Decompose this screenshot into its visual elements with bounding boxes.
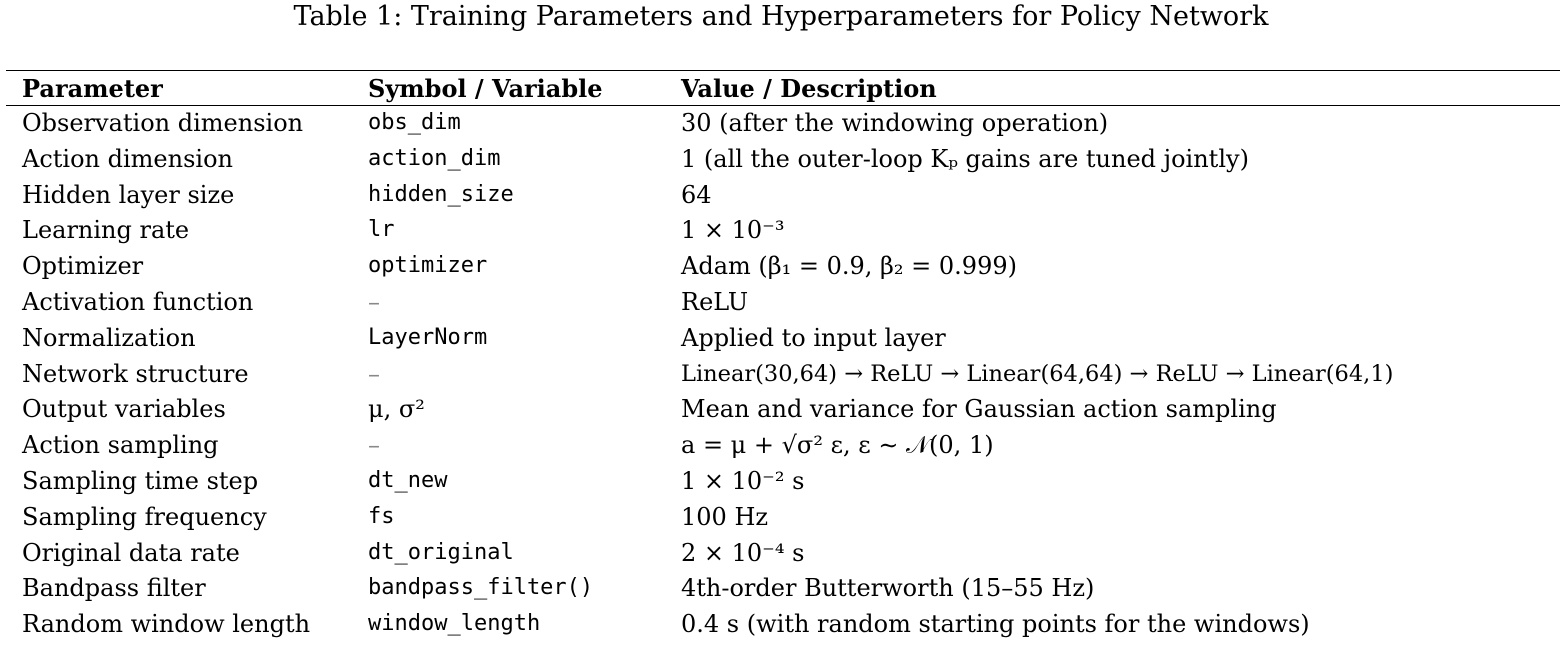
row-parameter: Network structure <box>22 359 249 388</box>
row-value: Adam (β₁ = 0.9, β₂ = 0.999) <box>681 252 1017 281</box>
row-value: 4th-order Butterworth (15–55 Hz) <box>681 574 1095 603</box>
row-parameter: Output variables <box>22 395 226 424</box>
table-row <box>6 428 1560 464</box>
header-value: Value / Description <box>681 74 937 103</box>
row-parameter: Sampling frequency <box>22 502 267 531</box>
row-value: 1 × 10⁻³ <box>681 216 785 245</box>
row-symbol: – <box>368 431 380 460</box>
row-value: 64 <box>681 180 712 209</box>
row-parameter: Action dimension <box>22 144 233 173</box>
row-symbol: LayerNorm <box>368 324 488 350</box>
row-value: 1 (all the outer-loop Kₚ gains are tuned jointly) <box>681 144 1249 173</box>
row-value: ReLU <box>681 287 749 316</box>
row-parameter: Optimizer <box>22 252 144 281</box>
row-symbol: dt_original <box>368 539 514 565</box>
row-value: 1 × 10⁻² s <box>681 466 805 495</box>
row-parameter: Action sampling <box>22 431 219 460</box>
parameters-table <box>6 70 1560 643</box>
row-value: Mean and variance for Gaussian action sampling <box>681 395 1277 424</box>
table-row <box>6 392 1560 428</box>
row-parameter: Hidden layer size <box>22 180 235 209</box>
row-value: 100 Hz <box>681 502 769 531</box>
table-header-row <box>6 71 1560 106</box>
row-value: 2 × 10⁻⁴ s <box>681 538 805 567</box>
row-symbol: μ, σ² <box>368 395 425 424</box>
row-parameter: Activation function <box>22 287 254 316</box>
table-row <box>6 464 1560 500</box>
table-row <box>6 357 1560 393</box>
table-row <box>6 213 1560 249</box>
row-parameter: Sampling time step <box>22 466 259 495</box>
row-symbol: hidden_size <box>368 181 514 207</box>
row-value: Linear(30,64) → ReLU → Linear(64,64) → ReLU → Linear(64,1) <box>681 360 1394 387</box>
table-row <box>6 285 1560 321</box>
table-row <box>6 500 1560 536</box>
header-symbol: Symbol / Variable <box>368 74 603 103</box>
row-parameter: Bandpass filter <box>22 574 206 603</box>
table-row <box>6 607 1560 643</box>
header-parameter: Parameter <box>22 74 163 103</box>
row-parameter: Normalization <box>22 323 196 352</box>
row-parameter: Observation dimension <box>22 109 304 137</box>
row-symbol: action_dim <box>368 145 501 171</box>
table-row <box>6 249 1560 285</box>
table-row <box>6 536 1560 572</box>
table-row <box>6 571 1560 607</box>
row-symbol: bandpass_filter() <box>368 575 594 601</box>
row-parameter: Original data rate <box>22 538 240 567</box>
table-row <box>6 106 1560 142</box>
table-row <box>6 142 1560 178</box>
row-symbol: obs_dim <box>368 110 461 135</box>
row-parameter: Learning rate <box>22 216 190 245</box>
row-value: 30 (after the windowing operation) <box>681 109 1109 137</box>
table-row <box>6 178 1560 214</box>
row-value: a = μ + √σ² ε, ε ∼ 𝒩(0, 1) <box>681 431 994 460</box>
table-row <box>6 321 1560 357</box>
row-symbol: optimizer <box>368 253 488 279</box>
row-symbol: lr <box>368 217 395 243</box>
row-parameter: Random window length <box>22 610 311 639</box>
row-symbol: – <box>368 359 380 388</box>
row-symbol: window_length <box>368 611 541 637</box>
row-value: Applied to input layer <box>681 323 946 352</box>
row-symbol: fs <box>368 503 395 529</box>
row-symbol: – <box>368 287 380 316</box>
row-symbol: dt_new <box>368 467 448 493</box>
row-value: 0.4 s (with random starting points for the windows) <box>681 610 1310 639</box>
table-caption: Table 1: Training Parameters and Hyperparameters for Policy Network <box>293 1 1269 32</box>
